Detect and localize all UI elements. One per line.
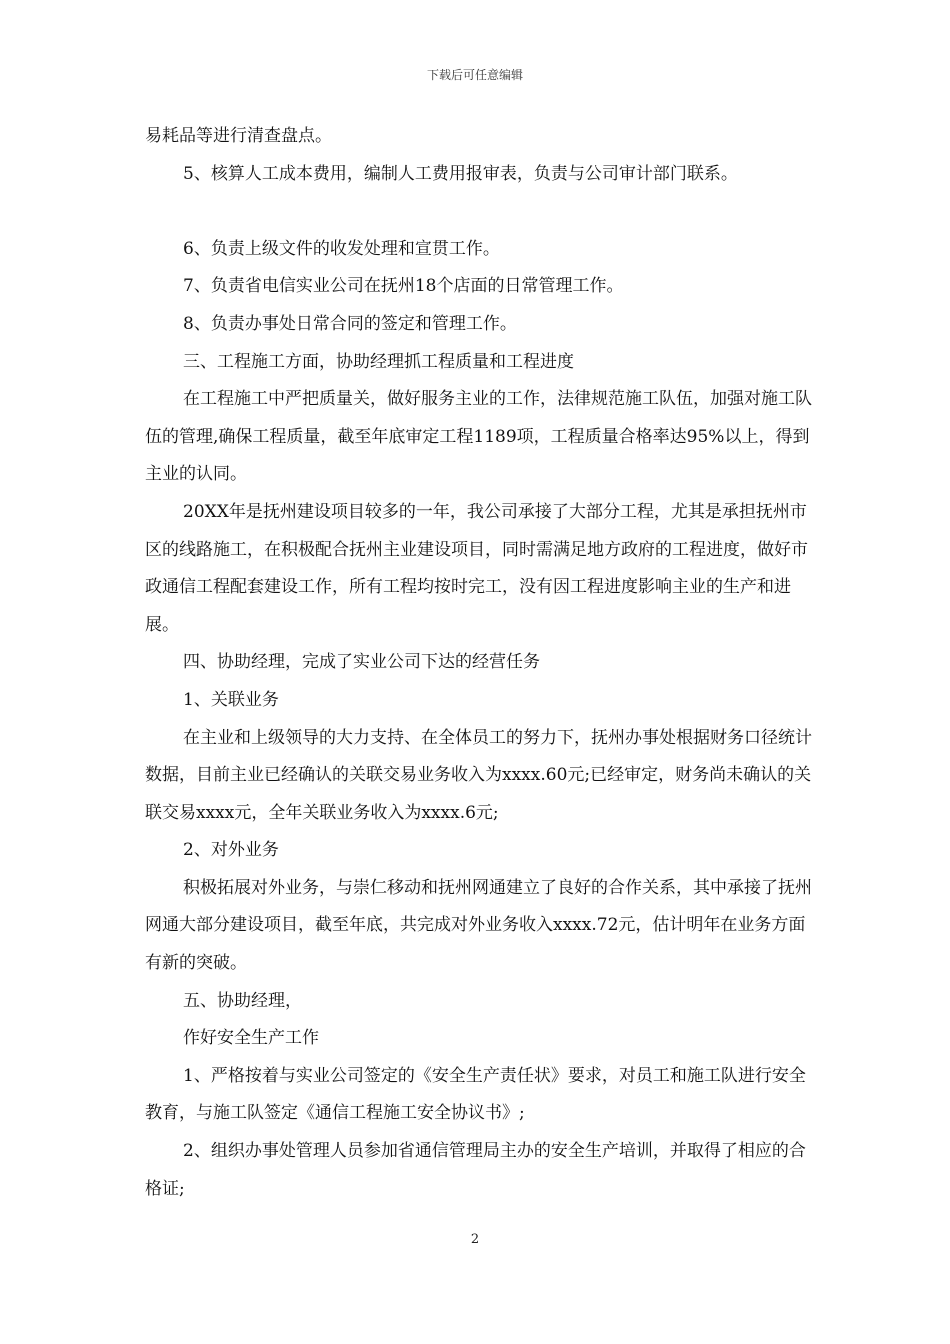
page-number: 2 <box>470 1232 480 1247</box>
document-body <box>145 118 815 1208</box>
paragraph: 8、负责办事处日常合同的签定和管理工作。 <box>183 313 517 334</box>
subsection-heading: 2、对外业务 <box>183 840 279 861</box>
section-heading: 四、协助经理，完成了实业公司下达的经营任务 <box>183 652 540 673</box>
paragraph: 作好安全生产工作 <box>183 1028 319 1049</box>
paragraph: 20XX年是抚州建设项目较多的一年，我公司承接了大部分工程，尤其是承担抚州市区的线路施工，在积极配合抚州主业建设项目，同时需满足地方政府的工程进度，做好市政通信工程配套建设工作，所有工程均按时完工，没有因工程进度影响主业的生产和进展。 <box>145 501 808 635</box>
section-heading: 五、协助经理， <box>183 990 302 1011</box>
paragraph: 2、组织办事处管理人员参加省通信管理局主办的安全生产培训，并取得了相应的合格证; <box>145 1141 806 1199</box>
paragraph: 6、负责上级文件的收发处理和宣贯工作。 <box>183 238 500 259</box>
paragraph: 积极拓展对外业务，与崇仁移动和抚州网通建立了良好的合作关系，其中承接了抚州网通大部分建设项目，截至年底，共完成对外业务收入xxxx.72元，估计明年在业务方面有新的突破。 <box>145 877 812 974</box>
paragraph: 5、核算人工成本费用，编制人工费用报审表，负责与公司审计部门联系。 <box>183 163 738 184</box>
page-header: 下载后可任意编辑 <box>426 68 523 82</box>
paragraph: 7、负责省电信实业公司在抚州18个店面的日常管理工作。 <box>183 276 624 297</box>
paragraph: 1、严格按着与实业公司签定的《安全生产责任状》要求，对员工和施工队进行安全教育，与施工队签定《通信工程施工安全协议书》; <box>145 1065 806 1124</box>
paragraph: 易耗品等进行清查盘点。 <box>145 126 332 146</box>
section-heading: 三、工程施工方面，协助经理抓工程质量和工程进度 <box>183 351 574 372</box>
paragraph: 在工程施工中严把质量关，做好服务主业的工作，法律规范施工队伍，加强对施工队伍的管理,确保工程质量，截至年底审定工程1189项，工程质量合格率达95%以上，得到主业的认同。 <box>145 389 812 485</box>
blank-line <box>145 193 815 231</box>
paragraph: 在主业和上级领导的大力支持、在全体员工的努力下，抚州办事处根据财务口径统计数据，目前主业已经确认的关联交易业务收入为xxxx.60元;已经审定，财务尚未确认的关联交易xxxx元，全年关联业务收入为xxxx.6元; <box>145 727 812 823</box>
subsection-heading: 1、关联业务 <box>183 689 279 710</box>
